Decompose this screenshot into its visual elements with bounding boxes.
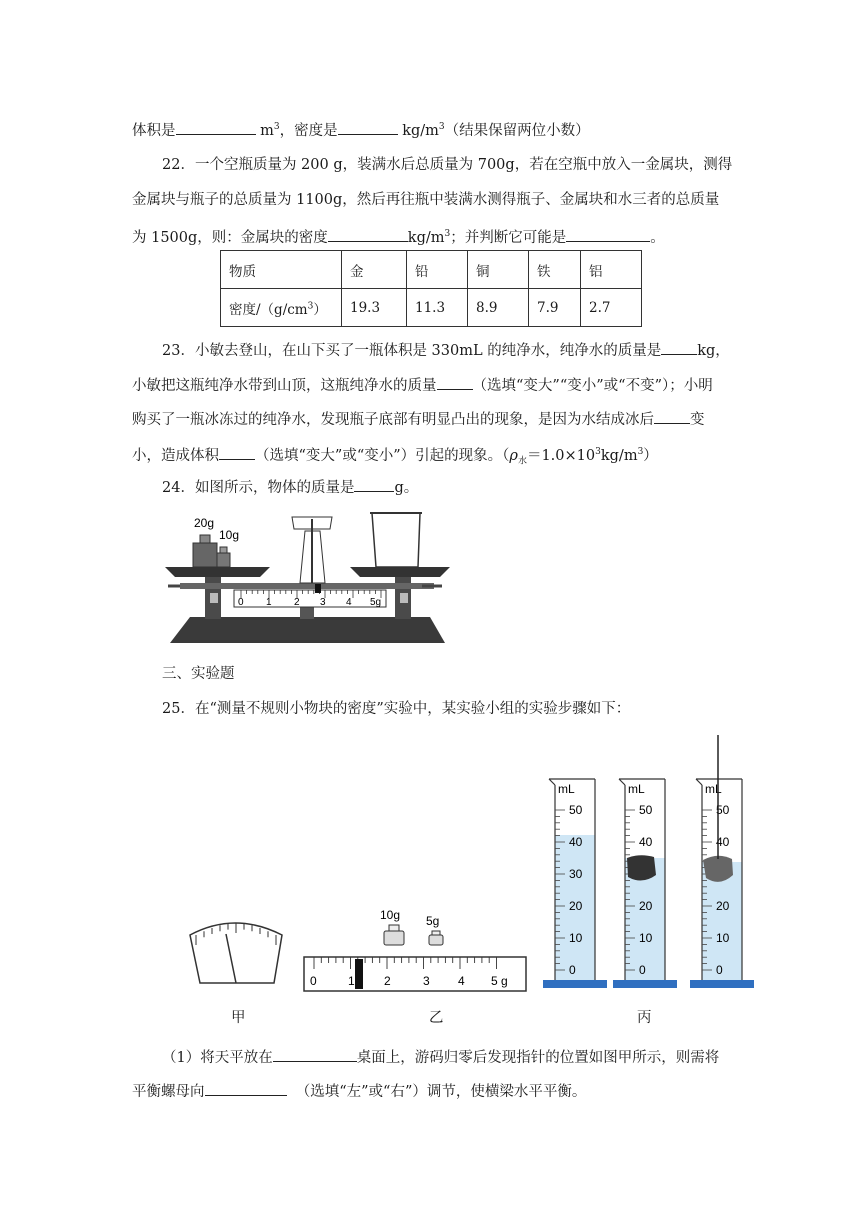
q23-text: 23．小敏去登山，在山下买了一瓶体积是 330mL 的纯净水，纯净水的质量是 bbox=[162, 343, 662, 359]
density-table bbox=[220, 250, 642, 327]
cylinder-tick-label: 10 bbox=[716, 931, 730, 945]
q23-text: 小，造成体积 bbox=[132, 447, 219, 464]
q23-line-1 bbox=[162, 340, 730, 361]
cylinder-base bbox=[690, 980, 754, 988]
right-pan bbox=[350, 567, 450, 577]
scale-tick-label: 0 bbox=[238, 597, 244, 608]
table-cell: 铁 bbox=[529, 251, 581, 289]
q25-intro: 25．在“测量不规则小物块的密度”实验中，某实验小组的实验步骤如下： bbox=[162, 701, 631, 717]
q23-text: 小敏把这瓶纯净水带到山顶，这瓶纯净水的质量 bbox=[132, 378, 437, 394]
cylinder-tick-label: 40 bbox=[569, 835, 583, 849]
cylinder-tick-label: 10 bbox=[639, 931, 653, 945]
answer-blank[interactable] bbox=[328, 227, 408, 242]
rider-yi bbox=[355, 959, 363, 989]
table-cell: 8.9 bbox=[468, 289, 529, 327]
table-row bbox=[221, 289, 642, 327]
left-balance-nut bbox=[210, 593, 218, 603]
scale-tick-label: 5 g bbox=[491, 974, 508, 988]
q23-text: 购买了一瓶冰冻过的纯净水，发现瓶子底部有明显凸出的现象，是因为水结成冰后 bbox=[132, 412, 654, 428]
table-header-cell: 物质 bbox=[221, 251, 342, 289]
scale-tick-label: 4 bbox=[346, 597, 352, 608]
unit-exponent: 3 bbox=[444, 229, 451, 239]
cylinder-tick-label: 50 bbox=[569, 803, 583, 817]
q24-text: g。 bbox=[394, 480, 419, 496]
weight-5g-label: 5g bbox=[426, 914, 440, 928]
cylinder-base bbox=[543, 980, 607, 988]
table-cell: 铅 bbox=[407, 251, 468, 289]
cylinder-tick-label: 40 bbox=[716, 835, 730, 849]
object-block-hanging bbox=[703, 856, 733, 882]
unit-exponent: 3 bbox=[637, 447, 644, 457]
caption-yi: 乙 bbox=[429, 1010, 444, 1026]
table-cell: 铜 bbox=[468, 251, 529, 289]
balance-figure bbox=[160, 505, 450, 650]
q23-text: （选填“变大”或“变小”）引起的现象。（ bbox=[255, 447, 510, 464]
cylinder-unit-label: mL bbox=[628, 782, 645, 796]
q21-text: ，密度是 bbox=[279, 122, 338, 139]
scale-tick-label: 2 bbox=[384, 974, 391, 988]
cylinder-tick-label: 30 bbox=[569, 867, 583, 881]
answer-blank[interactable] bbox=[273, 1047, 357, 1062]
q23-text: 变 bbox=[690, 412, 705, 428]
answer-blank[interactable] bbox=[176, 120, 256, 135]
table-cell: 2.7 bbox=[581, 289, 642, 327]
scale-tick-label: 4 bbox=[458, 974, 465, 988]
cylinder-base bbox=[613, 980, 677, 988]
weight-5g bbox=[429, 935, 443, 945]
answer-blank[interactable] bbox=[219, 445, 255, 460]
scale-tick-label: 3 bbox=[423, 974, 430, 988]
weight-10g bbox=[384, 931, 404, 945]
cylinder-water bbox=[543, 779, 607, 988]
table-cell: 11.3 bbox=[407, 289, 468, 327]
cylinder-tick-label: 0 bbox=[716, 963, 723, 977]
answer-blank[interactable] bbox=[654, 409, 690, 424]
answer-blank[interactable] bbox=[566, 227, 650, 242]
q24-line bbox=[162, 477, 418, 498]
scale-tick-label: 1 bbox=[348, 974, 355, 988]
right-balance-nut bbox=[400, 593, 408, 603]
table-cell: 7.9 bbox=[529, 289, 581, 327]
scale-tick-label: 3 bbox=[320, 597, 326, 608]
caption-jia: 甲 bbox=[231, 1010, 246, 1026]
q22-text: 。 bbox=[650, 229, 665, 246]
cylinder-tick-label: 20 bbox=[639, 899, 653, 913]
cylinder-tick-label: 20 bbox=[569, 899, 583, 913]
answer-blank[interactable] bbox=[354, 477, 394, 492]
q22-line-1: 22．一个空瓶质量为 200 g，装满水后总质量为 700g，若在空瓶中放入一金属块，测得 bbox=[162, 157, 733, 173]
q24-text: 24．如图所示，物体的质量是 bbox=[162, 480, 355, 496]
cylinder-object-on-wire bbox=[690, 779, 754, 988]
section-title: 三、实验题 bbox=[162, 666, 235, 682]
beaker bbox=[372, 513, 420, 567]
balance-beam bbox=[180, 583, 434, 589]
rho-symbol: ρ bbox=[509, 447, 518, 464]
table-cell: 19.3 bbox=[342, 289, 407, 327]
cylinder-unit-label: mL bbox=[705, 782, 722, 796]
table-cell: 金 bbox=[342, 251, 407, 289]
q21-note: （结果保留两位小数） bbox=[444, 122, 590, 139]
table-cell: 铝 bbox=[581, 251, 642, 289]
scale-tick-label: 1 bbox=[266, 597, 272, 608]
q22-line-2: 金属块与瓶子的总质量为 1100g，然后再往瓶中装满水测得瓶子、金属块和水三者的总质量 bbox=[132, 192, 720, 208]
weight-10g-label: 10g bbox=[219, 528, 240, 542]
object-block bbox=[627, 855, 656, 880]
q23-line-2 bbox=[132, 375, 713, 396]
q23-text: （选填“变大”“变小”或“不变”）；小明 bbox=[472, 378, 713, 394]
q22-line-3 bbox=[132, 224, 665, 248]
table-row bbox=[221, 251, 642, 289]
answer-blank[interactable] bbox=[338, 120, 398, 135]
cylinder-unit-label: mL bbox=[558, 782, 575, 796]
tare-scale bbox=[234, 590, 386, 607]
caption-bing: 丙 bbox=[637, 1010, 652, 1026]
left-pan bbox=[165, 567, 270, 577]
q25-text: （选填“左”或“右”）调节，使横梁水平平衡。 bbox=[295, 1084, 587, 1100]
unit-text: kg/m bbox=[407, 229, 445, 246]
rider bbox=[315, 584, 321, 593]
scale-tick-label: 2 bbox=[294, 597, 300, 608]
q23-text: kg/m bbox=[600, 447, 638, 464]
cylinder-tick-label: 50 bbox=[639, 803, 653, 817]
cylinder-tick-label: 50 bbox=[716, 803, 730, 817]
q23-text: kg， bbox=[697, 343, 730, 359]
q23-line-4 bbox=[132, 442, 658, 472]
cylinder-tick-label: 0 bbox=[639, 963, 646, 977]
q25-text: 桌面上，游码归零后发现指针的位置如图甲所示，则需将 bbox=[356, 1050, 720, 1066]
cylinder-tick-label: 40 bbox=[639, 835, 653, 849]
rho-subscript: 水 bbox=[517, 456, 527, 467]
q22-text: 为 1500g，则：金属块的密度 bbox=[132, 229, 328, 246]
q21-text: 体积是 bbox=[132, 122, 176, 139]
scale-tick-label: 0 bbox=[310, 974, 317, 988]
answer-blank[interactable] bbox=[437, 375, 473, 390]
answer-blank[interactable] bbox=[205, 1081, 287, 1096]
scale-tick-label: 5g bbox=[370, 597, 382, 608]
q23-line-3 bbox=[132, 409, 705, 430]
unit-text: m bbox=[260, 122, 274, 139]
q25-text: （1）将天平放在 bbox=[162, 1050, 273, 1066]
answer-blank[interactable] bbox=[661, 340, 697, 355]
q23-text: ＝1.0×10 bbox=[526, 447, 596, 464]
unit-text: kg/m bbox=[402, 122, 439, 139]
weight-10g bbox=[217, 553, 230, 567]
weight-10g-label: 10g bbox=[380, 908, 401, 922]
experiment-figure bbox=[180, 735, 760, 1000]
cylinder-tick-label: 10 bbox=[569, 931, 583, 945]
unit-exponent: 3 bbox=[438, 122, 445, 132]
q25-text: 平衡螺母向 bbox=[132, 1084, 205, 1100]
q21-tail-line bbox=[132, 117, 590, 141]
q22-text: ；并判断它可能是 bbox=[450, 229, 567, 246]
q25-step1-line1 bbox=[162, 1047, 719, 1068]
unit-exponent: 3 bbox=[273, 122, 280, 132]
cylinder-with-object bbox=[613, 779, 677, 988]
q23-text: ） bbox=[643, 447, 658, 464]
cylinder-tick-label: 20 bbox=[716, 899, 730, 913]
unit-exponent: 3 bbox=[595, 447, 601, 457]
balance-base bbox=[170, 617, 445, 643]
q25-step1-line2 bbox=[132, 1081, 586, 1102]
table-header-cell: 密度$/(g/cm^3)$ bbox=[221, 289, 342, 327]
weight-20g bbox=[193, 543, 217, 567]
cylinder-tick-label: 0 bbox=[569, 963, 576, 977]
weight-20g-label: 20g bbox=[194, 516, 215, 530]
